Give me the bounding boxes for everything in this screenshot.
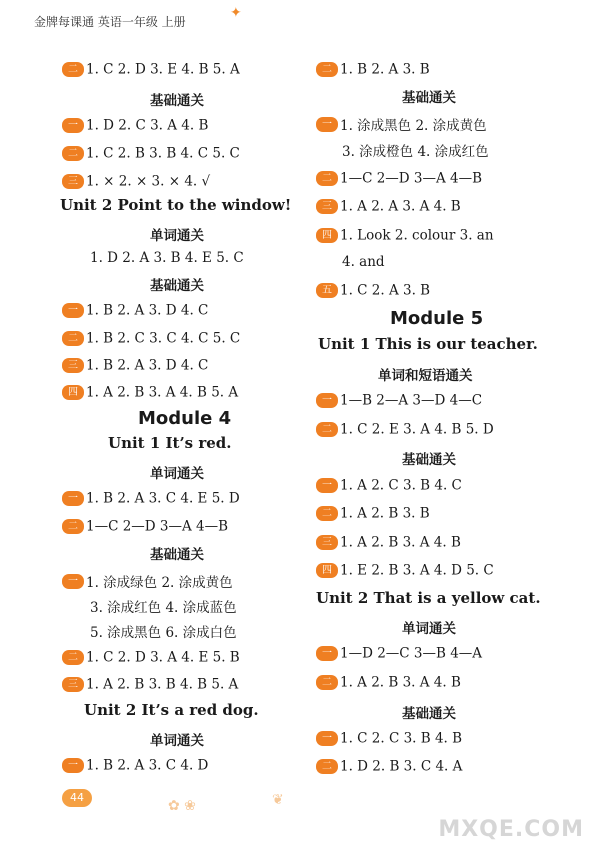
unit-heading: Unit 2 It’s a red dog. [84, 701, 259, 719]
answer-continuation: 3. 涂成红色 4. 涂成蓝色 [90, 600, 237, 616]
answer-text: 1. B 2. A 3. B [340, 61, 430, 78]
question-number-badge: 三 [316, 535, 338, 550]
question-number-badge: 二 [62, 519, 84, 534]
question-number-badge: 二 [62, 146, 84, 161]
answer-text: 1. E 2. B 3. A 4. D 5. C [340, 562, 494, 579]
star-icon: ✦ [230, 5, 242, 21]
answer-text: 1. A 2. B 3. A 4. B [340, 534, 461, 551]
answer-row [316, 282, 430, 299]
answer-text: 1—B 2—A 3—D 4—C [340, 392, 483, 409]
section-heading: 基础通关 [150, 547, 204, 563]
answer-row [316, 758, 462, 775]
question-number-badge: 二 [316, 506, 338, 521]
section-heading: 单词和短语通关 [378, 368, 473, 384]
answer-text: 1. A 2. B 3. A 4. B 5. A [86, 384, 239, 401]
answer-row [316, 505, 430, 522]
answer-text: 1. C 2. C 3. B 4. B [340, 730, 463, 747]
answer-row [316, 421, 494, 438]
answer-row [316, 730, 462, 747]
answer-row [316, 198, 461, 215]
answer-text: 1. C 2. D 3. E 4. B 5. A [86, 61, 240, 78]
answer-row [316, 645, 482, 662]
answer-text: 1. B 2. A 3. D 4. C [86, 357, 209, 374]
answer-row [316, 170, 482, 187]
question-number-badge: 一 [316, 731, 338, 746]
module-heading: Module 5 [390, 308, 484, 329]
answer-row [62, 649, 240, 666]
question-number-badge: 三 [62, 358, 84, 373]
answer-text: 1. Look 2. colour 3. an [340, 227, 494, 244]
question-number-badge: 一 [62, 303, 84, 318]
section-heading: 基础通关 [402, 452, 456, 468]
unit-heading: Unit 1 It’s red. [108, 434, 232, 452]
question-number-badge: 四 [316, 563, 338, 578]
answer-continuation: 1. D 2. A 3. B 4. E 5. C [90, 250, 244, 266]
question-number-badge: 一 [316, 393, 338, 408]
question-number-badge: 一 [62, 758, 84, 773]
page-number: 44 [62, 789, 92, 807]
answer-row [62, 61, 240, 78]
answer-row [62, 145, 240, 162]
answer-text: 1. A 2. C 3. B 4. C [340, 477, 462, 494]
question-number-badge: 一 [62, 574, 84, 589]
watermark: MXQE.COM [438, 817, 584, 842]
question-number-badge: 二 [316, 675, 338, 690]
answer-text: 1. C 2. B 3. B 4. C 5. C [86, 145, 240, 162]
question-number-badge: 二 [62, 650, 84, 665]
answer-text: 1. A 2. B 3. B 4. B 5. A [86, 676, 239, 693]
answer-row [316, 227, 494, 244]
question-number-badge: 四 [316, 228, 338, 243]
unit-heading: Unit 1 This is our teacher. [318, 335, 538, 353]
section-heading: 单词通关 [150, 228, 204, 244]
answer-text: 1. D 2. C 3. A 4. B [86, 117, 209, 134]
answer-text: 1. B 2. A 3. D 4. C [86, 302, 209, 319]
question-number-badge: 一 [316, 646, 338, 661]
section-heading: 基础通关 [150, 93, 204, 109]
question-number-badge: 二 [316, 759, 338, 774]
question-number-badge: 二 [316, 171, 338, 186]
answer-text: 1. C 2. A 3. B [340, 282, 431, 299]
answer-row [316, 477, 462, 494]
module-heading: Module 4 [138, 408, 232, 429]
answer-text: 1—D 2—C 3—B 4—A [340, 645, 483, 662]
question-number-badge: 三 [62, 677, 84, 692]
answer-row [316, 114, 487, 134]
leaf-decoration-icon: ❦ [272, 792, 284, 808]
section-heading: 基础通关 [402, 706, 456, 722]
section-heading: 单词通关 [150, 466, 204, 482]
answer-row [316, 392, 482, 409]
answer-text: 1—C 2—D 3—A 4—B [340, 170, 483, 187]
section-heading: 基础通关 [402, 90, 456, 106]
question-number-badge: 二 [316, 422, 338, 437]
answer-row [62, 518, 228, 535]
answer-text: 1. C 2. D 3. A 4. E 5. B [86, 649, 240, 666]
answer-row [62, 173, 210, 190]
answer-row [62, 302, 208, 319]
section-heading: 单词通关 [402, 621, 456, 637]
answer-row [316, 61, 430, 78]
answer-text: 1. A 2. A 3. A 4. B [340, 198, 461, 215]
answer-row [62, 676, 238, 693]
question-number-badge: 三 [316, 199, 338, 214]
answer-row [62, 384, 238, 401]
section-heading: 单词通关 [150, 733, 204, 749]
answer-row [62, 117, 208, 134]
answer-row [62, 757, 208, 774]
answer-text: 1—C 2—D 3—A 4—B [86, 518, 229, 535]
answer-row [316, 674, 461, 691]
question-number-badge: 四 [62, 385, 84, 400]
answer-row [62, 571, 233, 591]
answer-text: 1. B 2. A 3. C 4. D [86, 757, 209, 774]
question-number-badge: 一 [316, 117, 338, 132]
question-number-badge: 一 [62, 491, 84, 506]
flower-decoration-icon: ✿ ❀ [168, 798, 196, 814]
question-number-badge: 二 [62, 331, 84, 346]
answer-row [62, 490, 240, 507]
question-number-badge: 一 [316, 478, 338, 493]
answer-text: 1. B 2. A 3. C 4. E 5. D [86, 490, 240, 507]
answer-row [62, 330, 240, 347]
question-number-badge: 一 [62, 118, 84, 133]
answer-continuation: 5. 涂成黑色 6. 涂成白色 [90, 625, 237, 641]
answer-text: 1. A 2. B 3. A 4. B [340, 674, 461, 691]
page-header: 金牌每课通 英语一年级 上册 [34, 15, 186, 29]
answer-text: 1. × 2. × 3. × 4. √ [86, 173, 211, 190]
answer-text: 1. B 2. C 3. C 4. C 5. C [86, 330, 241, 347]
unit-heading: Unit 2 Point to the window! [60, 196, 292, 214]
answer-text: 1. D 2. B 3. C 4. A [340, 758, 463, 775]
question-number-badge: 二 [316, 62, 338, 77]
answer-continuation: 3. 涂成橙色 4. 涂成红色 [342, 144, 489, 160]
unit-heading: Unit 2 That is a yellow cat. [316, 589, 541, 607]
answer-text: 1. C 2. E 3. A 4. B 5. D [340, 421, 494, 438]
answer-text: 1. A 2. B 3. B [340, 505, 430, 522]
answer-row [316, 562, 494, 579]
answer-row [62, 357, 208, 374]
answer-text: 1. 涂成黑色 2. 涂成黄色 [340, 118, 487, 134]
question-number-badge: 二 [62, 62, 84, 77]
answer-continuation: 4. and [342, 254, 385, 270]
question-number-badge: 五 [316, 283, 338, 298]
section-heading: 基础通关 [150, 278, 204, 294]
question-number-badge: 三 [62, 174, 84, 189]
answer-row [316, 534, 461, 551]
answer-text: 1. 涂成绿色 2. 涂成黄色 [86, 575, 233, 591]
